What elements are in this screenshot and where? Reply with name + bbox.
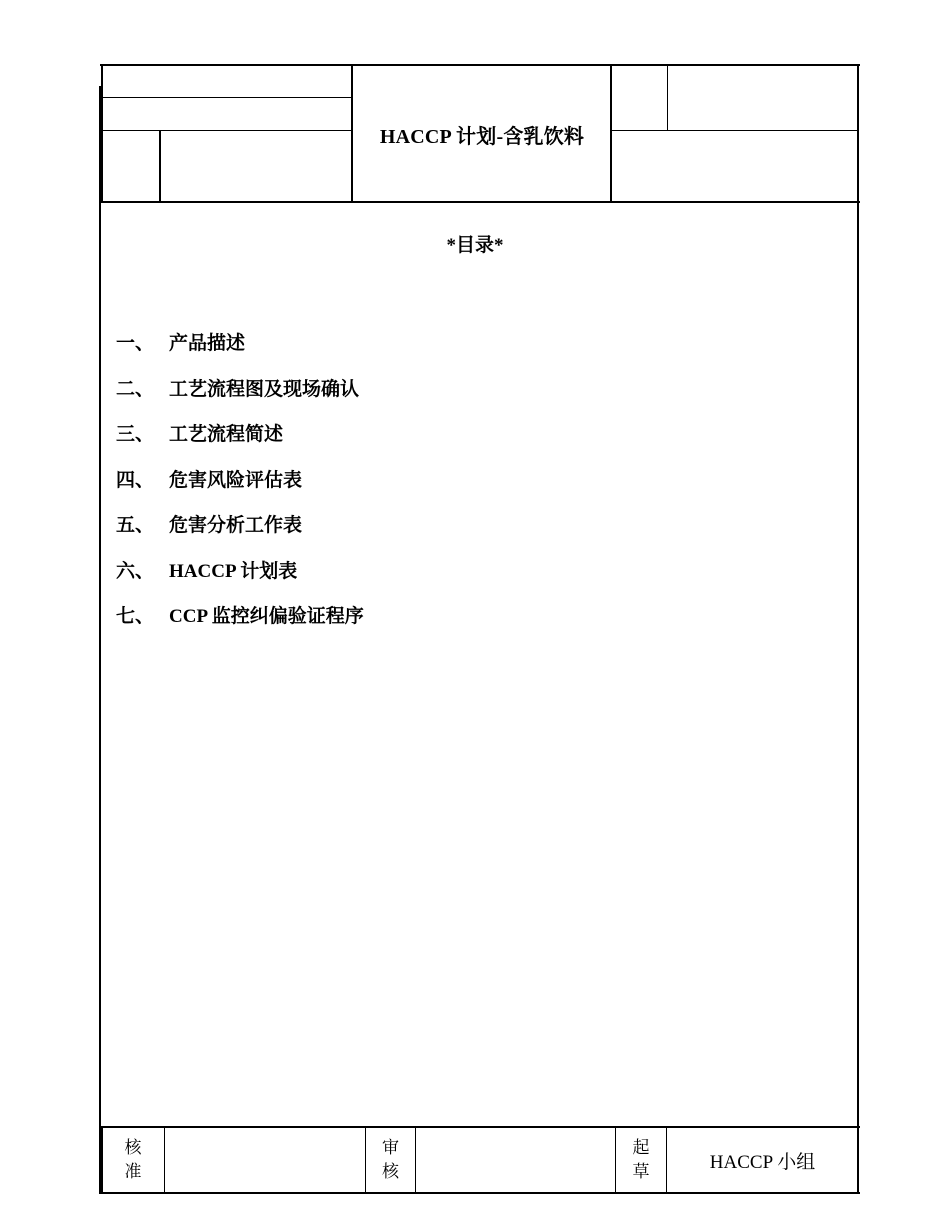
- header-right-row: [611, 130, 858, 131]
- toc-item: [116, 547, 364, 593]
- header-left-edge: [101, 64, 103, 202]
- toc-heading: *目录*: [446, 235, 504, 256]
- review-label-line2: 核: [382, 1162, 399, 1181]
- toc-list: [116, 319, 364, 638]
- toc-item: [116, 501, 364, 547]
- toc-item: [116, 319, 364, 365]
- approve-label-line1: 核: [124, 1138, 142, 1157]
- toc-item-label: 工艺流程简述: [169, 424, 284, 446]
- header-title-right-border: [610, 64, 612, 202]
- toc-item-number: 三、: [116, 424, 155, 446]
- drafter-value: HACCP 小组: [709, 1151, 816, 1173]
- toc-item-number: 一、: [116, 333, 155, 355]
- toc-item: [116, 365, 364, 411]
- approve-label: [102, 1128, 164, 1192]
- review-label-line1: 审: [382, 1138, 399, 1157]
- toc-item-label: 工艺流程图及现场确认: [169, 378, 360, 400]
- draft-label-line2: 草: [632, 1162, 650, 1181]
- approve-label-line2: 准: [124, 1162, 142, 1181]
- toc-item-label: CCP 监控纠偏验证程序: [169, 606, 364, 628]
- review-label: [366, 1128, 415, 1192]
- footer-divider-1: [164, 1126, 165, 1194]
- document-title: HACCP 计划-含乳饮料: [379, 125, 585, 148]
- toc-item-label: 产品描述: [169, 333, 246, 355]
- toc-item: [116, 410, 364, 456]
- draft-label-line1: 起: [632, 1138, 650, 1157]
- toc-item-number: 四、: [116, 469, 155, 491]
- header-left-row2: [101, 130, 352, 131]
- draft-label: [616, 1128, 666, 1192]
- header-left-split: [159, 130, 161, 202]
- toc-item-label: HACCP 计划表: [169, 560, 298, 582]
- toc-item-number: 二、: [116, 378, 155, 400]
- toc-item-number: 六、: [116, 560, 155, 582]
- toc-item-number: 七、: [116, 606, 155, 628]
- header-left-row1: [101, 97, 352, 98]
- toc-item-label: 危害风险评估表: [169, 469, 303, 491]
- footer-bottom-border: [100, 1192, 860, 1194]
- footer-divider-3: [415, 1126, 416, 1194]
- toc-item: [116, 456, 364, 502]
- header-right-split: [667, 64, 668, 131]
- toc-item-label: 危害分析工作表: [169, 515, 303, 537]
- toc-item-number: 五、: [116, 515, 155, 537]
- toc-item: [116, 592, 364, 638]
